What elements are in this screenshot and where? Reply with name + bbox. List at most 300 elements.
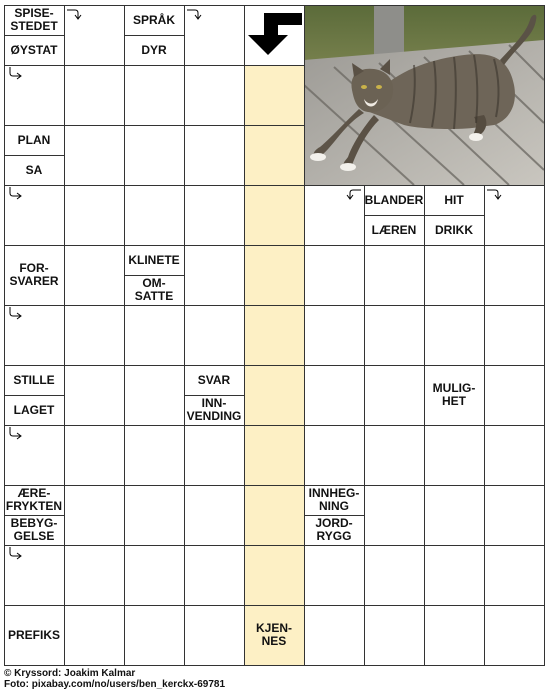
grid-line xyxy=(484,245,485,306)
grid-line xyxy=(4,605,65,606)
grid-line xyxy=(184,665,245,666)
grid-line xyxy=(304,245,365,246)
grid-line xyxy=(364,425,365,486)
grid-line xyxy=(424,365,485,366)
grid-line xyxy=(64,305,65,366)
grid-line xyxy=(184,305,245,306)
grid-line xyxy=(64,425,65,486)
grid-cell[interactable] xyxy=(244,485,304,545)
grid-line xyxy=(544,305,545,366)
grid-line xyxy=(244,365,245,426)
clue-dyr: DYR xyxy=(141,42,167,57)
grid-line xyxy=(4,605,5,666)
grid-line xyxy=(4,485,5,546)
grid-line xyxy=(364,665,425,666)
grid-line xyxy=(244,545,245,606)
grid-line xyxy=(484,425,485,486)
grid-line xyxy=(4,5,65,6)
grid-cell[interactable] xyxy=(484,545,544,605)
grid-cell[interactable] xyxy=(64,245,124,305)
grid-line xyxy=(4,125,65,126)
grid-line xyxy=(64,485,125,486)
grid-line xyxy=(544,485,545,546)
grid-line xyxy=(184,65,185,126)
grid-line xyxy=(184,245,245,246)
grid-line xyxy=(4,125,5,186)
grid-line xyxy=(304,485,365,486)
grid-line xyxy=(304,545,305,606)
grid-line xyxy=(304,425,365,426)
arrow-left-down-icon xyxy=(345,187,363,201)
grid-cell[interactable] xyxy=(124,545,184,605)
grid-line xyxy=(4,545,5,606)
grid-line xyxy=(484,305,545,306)
grid-line xyxy=(64,365,125,366)
grid-line xyxy=(484,425,545,426)
grid-cell[interactable] xyxy=(364,605,424,665)
grid-line xyxy=(484,605,485,666)
grid-cell[interactable] xyxy=(244,125,304,185)
clue-omsatte: OM- SATTE xyxy=(134,276,174,303)
grid-line xyxy=(184,185,185,246)
grid-cell[interactable] xyxy=(364,305,424,365)
credits-photo: Foto: pixabay.com/no/users/ben_kerckx-69781 xyxy=(4,679,226,690)
grid-line xyxy=(124,605,185,606)
grid-line xyxy=(124,125,125,186)
grid-cell[interactable] xyxy=(64,425,124,485)
grid-cell[interactable] xyxy=(244,305,304,365)
arrow-right-down-icon xyxy=(485,187,503,201)
grid-line xyxy=(304,185,365,186)
grid-line xyxy=(424,305,425,366)
grid-line xyxy=(124,605,125,666)
grid-line xyxy=(4,185,65,186)
grid-line xyxy=(244,245,305,246)
grid-cell[interactable] xyxy=(304,605,364,665)
clue-forsvarer: FOR- SVARER xyxy=(9,261,59,288)
grid-line xyxy=(64,5,125,6)
grid-line xyxy=(304,545,365,546)
grid-line xyxy=(304,425,305,486)
grid-line xyxy=(364,605,425,606)
grid-line xyxy=(484,485,545,486)
grid-line xyxy=(304,605,305,666)
grid-line xyxy=(4,305,5,366)
solution-down-arrow-icon xyxy=(244,5,304,65)
grid-line xyxy=(244,425,305,426)
grid-cell[interactable] xyxy=(124,125,184,185)
grid-line xyxy=(184,185,245,186)
grid-line xyxy=(424,185,485,186)
grid-line xyxy=(304,485,305,546)
grid-line xyxy=(124,305,185,306)
arrow-right-down-icon xyxy=(185,7,203,21)
grid-cell[interactable] xyxy=(184,125,244,185)
grid-cell[interactable] xyxy=(484,605,544,665)
grid-line xyxy=(244,65,245,126)
grid-cell[interactable] xyxy=(424,605,484,665)
clue-mulighet: MULIG- HET xyxy=(432,381,476,408)
grid-line xyxy=(424,485,485,486)
grid-line xyxy=(424,605,485,606)
grid-cell[interactable] xyxy=(244,65,304,125)
grid-line xyxy=(64,245,125,246)
grid-cell[interactable] xyxy=(64,545,124,605)
grid-cell[interactable] xyxy=(424,425,484,485)
grid-line xyxy=(364,485,365,546)
grid-line xyxy=(304,125,305,186)
grid-line xyxy=(124,65,185,66)
grid-line xyxy=(64,185,65,246)
grid-line xyxy=(424,425,425,486)
grid-cell[interactable] xyxy=(484,365,544,425)
grid-line xyxy=(304,305,305,366)
grid-line xyxy=(484,185,485,246)
grid-line xyxy=(124,425,125,486)
grid-line xyxy=(364,185,425,186)
grid-line xyxy=(244,605,245,666)
grid-cell[interactable] xyxy=(424,305,484,365)
grid-cell[interactable] xyxy=(64,125,124,185)
grid-line xyxy=(544,365,545,426)
grid-line xyxy=(244,5,245,66)
clue-jordrygg: JORD- RYGG xyxy=(315,516,353,543)
grid-line xyxy=(184,605,185,666)
grid-cell[interactable] xyxy=(184,305,244,365)
grid-cell[interactable] xyxy=(484,425,544,485)
grid-line xyxy=(124,245,125,306)
grid-line xyxy=(424,665,485,666)
grid-cell[interactable] xyxy=(124,485,184,545)
grid-line xyxy=(424,485,425,546)
grid-line xyxy=(64,425,125,426)
grid-line xyxy=(484,365,485,426)
grid-line xyxy=(304,5,365,6)
grid-line xyxy=(364,605,365,666)
grid-line xyxy=(64,5,65,66)
grid-cell[interactable] xyxy=(304,425,364,485)
clue-ærefrykten: ÆRE- FRYKTEN xyxy=(5,486,63,513)
grid-line xyxy=(4,65,5,126)
grid-line xyxy=(124,545,185,546)
grid-line xyxy=(424,545,425,606)
grid-line xyxy=(244,125,305,126)
grid-line xyxy=(4,245,65,246)
grid-line xyxy=(244,245,245,306)
grid-line xyxy=(124,125,185,126)
grid-line xyxy=(184,125,245,126)
grid-line xyxy=(424,5,485,6)
grid-cell[interactable] xyxy=(64,185,124,245)
grid-cell[interactable] xyxy=(424,485,484,545)
grid-line xyxy=(304,5,305,66)
grid-line xyxy=(364,305,425,306)
clue-prefiks: PREFIKS xyxy=(7,627,60,642)
grid-line xyxy=(244,305,245,366)
grid-cell[interactable] xyxy=(64,365,124,425)
grid-line xyxy=(364,365,425,366)
grid-cell[interactable] xyxy=(64,485,124,545)
grid-cell[interactable] xyxy=(244,245,304,305)
grid-line xyxy=(124,185,185,186)
grid-line xyxy=(64,545,65,606)
grid-line xyxy=(64,305,125,306)
grid-line xyxy=(64,125,65,186)
grid-line xyxy=(64,65,65,126)
grid-line xyxy=(424,245,425,306)
grid-cell[interactable] xyxy=(184,65,244,125)
grid-line xyxy=(124,365,185,366)
grid-line xyxy=(64,125,125,126)
arrow-down-right-icon xyxy=(6,546,24,560)
grid-cell[interactable] xyxy=(124,365,184,425)
grid-line xyxy=(64,65,125,66)
grid-line xyxy=(124,665,185,666)
grid-line xyxy=(364,5,425,6)
grid-line xyxy=(124,305,125,366)
clue-innvending: INN- VENDING xyxy=(186,396,242,423)
grid-line xyxy=(544,65,545,126)
clue-bebyggelse: BEBYG- GELSE xyxy=(10,516,58,543)
grid-line xyxy=(4,65,65,66)
grid-line xyxy=(4,545,65,546)
grid-line xyxy=(4,425,65,426)
grid-line xyxy=(4,665,65,666)
grid-cell[interactable] xyxy=(304,545,364,605)
grid-line xyxy=(484,5,545,6)
grid-line xyxy=(244,185,305,186)
grid-line xyxy=(4,365,65,366)
grid-line xyxy=(484,665,545,666)
clue-kjennes: KJEN- NES xyxy=(255,621,292,648)
grid-line xyxy=(544,125,545,186)
grid-line xyxy=(304,605,365,606)
grid-line xyxy=(64,485,65,546)
credits-author: © Kryssord: Joakim Kalmar xyxy=(4,668,136,679)
grid-line xyxy=(124,365,125,426)
grid-cell[interactable] xyxy=(304,245,364,305)
grid-line xyxy=(244,305,305,306)
grid-line xyxy=(244,125,245,186)
clue-drikk: DRIKK xyxy=(435,222,473,237)
cat-photo xyxy=(304,5,544,185)
grid-cell[interactable] xyxy=(484,485,544,545)
grid-line xyxy=(244,545,305,546)
grid-line xyxy=(184,485,185,546)
grid-line xyxy=(424,605,425,666)
grid-line xyxy=(364,305,365,366)
grid-line xyxy=(4,365,5,426)
clue-blander: BLANDER xyxy=(364,192,424,207)
grid-cell[interactable] xyxy=(64,605,124,665)
grid-cell[interactable] xyxy=(364,245,424,305)
clue-øystat: ØYSTAT xyxy=(10,42,58,57)
grid-cell[interactable] xyxy=(484,305,544,365)
grid-cell[interactable] xyxy=(304,305,364,365)
grid-line xyxy=(4,485,65,486)
grid-line xyxy=(4,305,65,306)
grid-line xyxy=(124,245,185,246)
crossword-grid xyxy=(4,5,545,666)
grid-line xyxy=(424,545,485,546)
grid-line xyxy=(184,5,185,66)
grid-line xyxy=(364,485,425,486)
grid-line xyxy=(124,5,185,6)
grid-cell[interactable] xyxy=(364,365,424,425)
grid-cell[interactable] xyxy=(184,185,244,245)
credits xyxy=(4,668,225,690)
grid-line xyxy=(244,65,305,66)
clue-innhegning: INNHEG- NING xyxy=(308,486,360,513)
grid-cell[interactable] xyxy=(364,485,424,545)
grid-line xyxy=(364,185,365,246)
grid-cell[interactable] xyxy=(124,185,184,245)
clue-spisestedet: SPISE- STEDET xyxy=(10,6,58,33)
grid-cell[interactable] xyxy=(184,545,244,605)
grid-line xyxy=(544,605,545,666)
grid-line xyxy=(304,365,365,366)
clue-laget: LAGET xyxy=(13,402,55,417)
grid-line xyxy=(544,545,545,606)
grid-cell[interactable] xyxy=(64,65,124,125)
arrow-down-right-icon xyxy=(6,66,24,80)
grid-line xyxy=(184,245,185,306)
grid-line xyxy=(124,425,185,426)
arrow-down-right-icon xyxy=(6,306,24,320)
grid-line xyxy=(64,245,65,306)
grid-line xyxy=(184,365,245,366)
clue-klinete: KLINETE xyxy=(128,252,180,267)
arrow-down-right-icon xyxy=(6,186,24,200)
grid-line xyxy=(64,605,125,606)
grid-line xyxy=(244,605,305,606)
grid-cell[interactable] xyxy=(64,305,124,365)
grid-line xyxy=(244,185,245,246)
grid-cell[interactable] xyxy=(124,305,184,365)
clue-plan: PLAN xyxy=(17,132,51,147)
grid-line xyxy=(124,5,125,66)
grid-line xyxy=(124,185,125,246)
clue-svar: SVAR xyxy=(197,372,231,387)
grid-line xyxy=(484,545,485,606)
grid-line xyxy=(244,485,245,546)
grid-line xyxy=(244,665,305,666)
grid-cell[interactable] xyxy=(244,425,304,485)
grid-line xyxy=(364,245,425,246)
grid-line xyxy=(364,425,425,426)
grid-line xyxy=(184,485,245,486)
grid-line xyxy=(364,545,425,546)
grid-line xyxy=(124,545,125,606)
grid-line xyxy=(124,485,185,486)
grid-line xyxy=(64,365,65,426)
grid-cell[interactable] xyxy=(124,605,184,665)
grid-line xyxy=(244,425,245,486)
grid-line xyxy=(4,245,5,306)
grid-line xyxy=(184,365,185,426)
grid-cell[interactable] xyxy=(304,365,364,425)
grid-line xyxy=(544,5,545,66)
grid-line xyxy=(364,545,365,606)
grid-line xyxy=(184,425,245,426)
grid-line xyxy=(304,245,305,306)
grid-line xyxy=(244,485,305,486)
grid-line xyxy=(424,305,485,306)
grid-line xyxy=(304,185,305,246)
grid-line xyxy=(184,605,245,606)
clue-læren: LÆREN xyxy=(371,222,417,237)
grid-line xyxy=(64,185,125,186)
grid-cell[interactable] xyxy=(244,185,304,245)
clue-språk: SPRÅK xyxy=(132,12,175,27)
grid-line xyxy=(124,65,125,126)
grid-line xyxy=(184,5,245,6)
grid-cell[interactable] xyxy=(244,545,304,605)
grid-line xyxy=(364,245,365,306)
grid-line xyxy=(184,425,185,486)
clue-sa: SA xyxy=(25,162,43,177)
grid-line xyxy=(544,185,545,246)
grid-line xyxy=(304,305,365,306)
grid-line xyxy=(304,665,365,666)
grid-line xyxy=(544,245,545,306)
grid-line xyxy=(424,185,425,246)
grid-line xyxy=(424,245,485,246)
grid-cell[interactable] xyxy=(364,545,424,605)
grid-cell[interactable] xyxy=(244,365,304,425)
grid-line xyxy=(424,365,425,426)
grid-line xyxy=(184,65,245,66)
grid-line xyxy=(64,545,125,546)
grid-line xyxy=(184,125,185,186)
grid-line xyxy=(364,365,365,426)
grid-line xyxy=(4,185,5,246)
grid-cell[interactable] xyxy=(184,245,244,305)
arrow-right-down-icon xyxy=(65,7,83,21)
grid-cell[interactable] xyxy=(484,245,544,305)
grid-line xyxy=(184,545,185,606)
grid-line xyxy=(184,545,245,546)
grid-line xyxy=(304,365,305,426)
grid-cell[interactable] xyxy=(184,425,244,485)
grid-cell[interactable] xyxy=(184,605,244,665)
clue-hit: HIT xyxy=(444,192,464,207)
grid-cell[interactable] xyxy=(184,485,244,545)
grid-line xyxy=(544,425,545,486)
grid-line xyxy=(244,5,305,6)
grid-line xyxy=(64,605,65,666)
grid-line xyxy=(184,305,185,366)
grid-line xyxy=(484,365,545,366)
grid-line xyxy=(484,545,545,546)
grid-line xyxy=(4,5,5,66)
grid-line xyxy=(484,305,485,366)
grid-line xyxy=(124,485,125,546)
grid-line xyxy=(64,665,125,666)
grid-cell[interactable] xyxy=(124,65,184,125)
grid-line xyxy=(4,425,5,486)
grid-cell[interactable] xyxy=(364,425,424,485)
grid-line xyxy=(484,605,545,606)
grid-line xyxy=(484,185,545,186)
arrow-down-right-icon xyxy=(6,426,24,440)
grid-cell[interactable] xyxy=(124,425,184,485)
grid-line xyxy=(304,65,305,126)
grid-line xyxy=(484,485,485,546)
grid-cell[interactable] xyxy=(424,245,484,305)
grid-line xyxy=(244,365,305,366)
grid-cell[interactable] xyxy=(424,545,484,605)
